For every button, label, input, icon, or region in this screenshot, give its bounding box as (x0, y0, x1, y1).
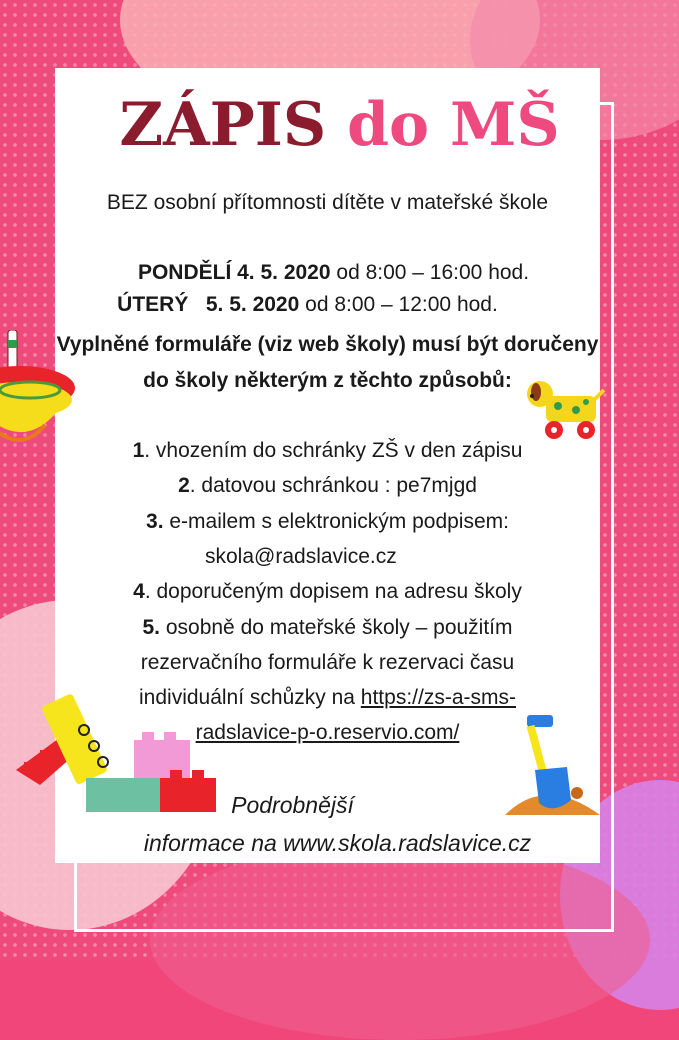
reservio-link-continued[interactable]: radslavice-p-o.reservio.com/ (195, 721, 460, 744)
method-number: 3. (146, 510, 164, 533)
title-part1: ZÁPIS (119, 90, 327, 160)
schedule-time: od 8:00 – 12:00 hod. (305, 293, 498, 316)
method-3 (55, 507, 600, 537)
schedule-row-1 (55, 258, 600, 288)
sand-shovel-icon (505, 715, 605, 820)
method-4 (55, 577, 600, 607)
method-text: . vhozením do schránky ZŠ v den zápisu (144, 439, 523, 462)
instructions-line-1: Vyplněné formuláře (viz web školy) musí být doručeny (56, 333, 599, 356)
toy-blocks-icon (10, 690, 220, 820)
email-address[interactable]: skola@radslavice.cz (205, 545, 397, 568)
instructions-line-2: do školy některým z těchto způsobů: (143, 369, 512, 392)
schedule-row-2 (55, 290, 600, 320)
method-number: 4 (133, 580, 145, 603)
method-text: e-mailem s elektronickým podpisem: (163, 510, 509, 533)
schedule-day: PONDĚLÍ (137, 261, 232, 284)
schedule-date: 5. 5. 2020 (205, 293, 300, 316)
title-part2: do MŠ (347, 90, 560, 160)
method-2 (55, 471, 600, 501)
method-1 (55, 436, 600, 466)
method-number: 2 (178, 474, 190, 497)
toy-dog-icon (524, 380, 606, 442)
schedule-time: od 8:00 – 16:00 hod. (336, 261, 530, 284)
method-text: individuální schůzky na (139, 686, 361, 709)
method-text: . datovou schránkou : pe7mjgd (189, 474, 477, 497)
page-title (0, 90, 679, 160)
method-text: . doporučeným dopisem na adresu školy (144, 580, 522, 603)
subtitle: BEZ osobní přítomnosti dítěte v mateřské škole (106, 191, 549, 214)
footer-line-1: Podrobnější (231, 792, 354, 818)
method-3-email (55, 542, 600, 572)
spinning-top-icon (0, 330, 80, 470)
footer-line-2: informace na www.skola.radslavice.cz (143, 830, 532, 856)
method-number: 5. (142, 616, 160, 639)
method-5 (55, 613, 600, 643)
method-number: 1 (132, 439, 145, 462)
reservio-link[interactable]: https://zs-a-sms- (360, 686, 516, 709)
schedule-date: 4. 5. 2020 (237, 261, 331, 284)
method-5-line-2: rezervačního formuláře k rezervaci času (140, 651, 515, 674)
method-text: osobně do mateřské školy – použitím (160, 616, 513, 639)
schedule-day: ÚTERÝ (117, 293, 189, 316)
